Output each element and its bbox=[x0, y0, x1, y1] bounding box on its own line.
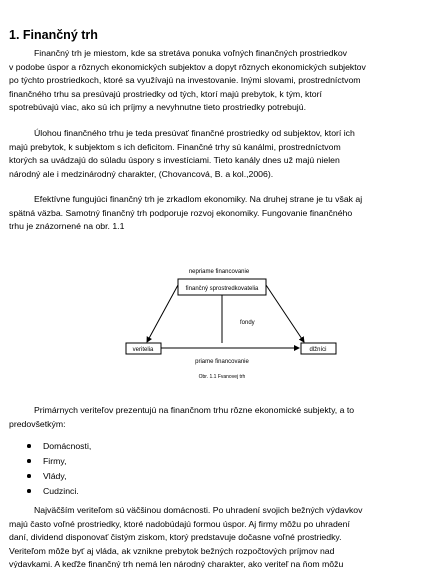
section-heading: 1. Finančný trh bbox=[9, 28, 98, 42]
text-line: daní, dividend disponovať čistým ziskom, ktorý predstavuje dočasne voľné prostriedky. bbox=[9, 532, 342, 542]
text-line: trhu je znázornené na obr. 1.1 bbox=[9, 221, 125, 231]
paragraph-financial-market-definition bbox=[9, 47, 427, 115]
text-line: finančného trhu sa presúvajú prostriedky od tých, ktorí majú prebytok, k tým, ktorí bbox=[9, 88, 322, 99]
paragraph-largest-lenders bbox=[9, 504, 427, 568]
bullet-icon bbox=[27, 489, 31, 493]
text-line: majú často voľné prostriedky, ktoré nadobúdajú formou úspor. Aj firmy môžu po uhradení bbox=[9, 518, 350, 529]
text-line: v podobe úspor a rôznych ekonomických subjektov a dopyt rôznych ekonomických subjektov bbox=[9, 61, 366, 72]
list-item bbox=[9, 455, 91, 470]
bullet-icon bbox=[27, 444, 31, 448]
text-line: spotrebúvajú viac, ako sú ich príjmy a nevyhnutne tieto prostriedky potrebujú. bbox=[9, 102, 306, 112]
lenders-list bbox=[9, 440, 91, 500]
list-item-label: Firmy, bbox=[43, 456, 67, 466]
text-line: Finančný trh je miestom, kde sa stretáva ponuka voľných finančných prostriedkov bbox=[34, 48, 348, 58]
funds-label: fondy bbox=[240, 320, 255, 326]
text-line: Úlohou finančného trhu je teda presúvať finančné prostriedky od subjektov, ktorí ich bbox=[34, 128, 355, 138]
paragraph-market-role bbox=[9, 127, 427, 181]
bullet-icon bbox=[27, 459, 31, 463]
list-item-label: Vlády, bbox=[43, 471, 67, 481]
figure-caption: Obr. 1.1 Fvanovej trh bbox=[198, 374, 246, 380]
financial-market-diagram bbox=[0, 262, 427, 387]
text-line: Primárnych veriteľov prezentujú na finančnom trhu rôzne ekonomické subjekty, a to bbox=[34, 405, 355, 415]
text-line: ktorých sa uvádzajú do súladu úspory s investíciami. Tieto kanály dnes už majú nielen bbox=[9, 155, 340, 165]
list-item-label: Cudzinci. bbox=[43, 486, 79, 496]
financial-intermediaries-label: finančný sprostredkovatelia bbox=[185, 286, 259, 292]
lenders-label: veritelia bbox=[132, 347, 154, 353]
bullet-icon bbox=[27, 474, 31, 478]
list-item bbox=[9, 485, 91, 500]
list-item bbox=[9, 470, 91, 485]
list-item-label: Domácnosti, bbox=[43, 441, 92, 451]
list-item bbox=[9, 440, 91, 455]
text-line: majú prebytok, k subjektom s ich deficitom. Finančné trhy sú kanálmi, prostredníctvom bbox=[9, 141, 341, 152]
text-line: Veriteľom môže byť aj vláda, ak vznikne prebytok bežných rozpočtových príjmov nad bbox=[9, 545, 335, 556]
text-line: Efektívne fungujúci finančný trh je zrkadlom ekonomiky. Na druhej strane je tu však aj bbox=[34, 194, 363, 204]
indirect-financing-label: nepriame financovanie bbox=[188, 269, 250, 275]
text-line: predovšetkým: bbox=[9, 418, 66, 429]
text-line: po týchto prostriedkoch, ktoré sa využívajú na investovanie. Inými slovami, prostredníctvom bbox=[9, 75, 361, 85]
arrow-intermediaries-to-borrowers bbox=[266, 285, 304, 342]
borrowers-label: dlžníci bbox=[309, 347, 327, 353]
text-line: národný ale i medzinárodný charakter, (Chovancová, B. a kol.,2006). bbox=[9, 168, 274, 179]
text-line: spätná väzba. Samotný finančný trh podporuje rozvoj ekonomiky. Fungovanie finančného bbox=[9, 207, 353, 218]
text-line: výdavkami. A keďže finančný trh nemá len národný charakter, ako veriteľ na ňom môžu bbox=[9, 559, 344, 568]
text-line: Najväčším veriteľom sú väčšinou domácnosti. Po uhradení svojich bežných výdavkov bbox=[34, 505, 363, 515]
direct-financing-label: priame financovanie bbox=[195, 359, 249, 365]
paragraph-market-efficiency bbox=[9, 193, 427, 234]
arrow-lenders-to-intermediaries bbox=[147, 285, 178, 342]
paragraph-primary-lenders bbox=[9, 404, 427, 431]
